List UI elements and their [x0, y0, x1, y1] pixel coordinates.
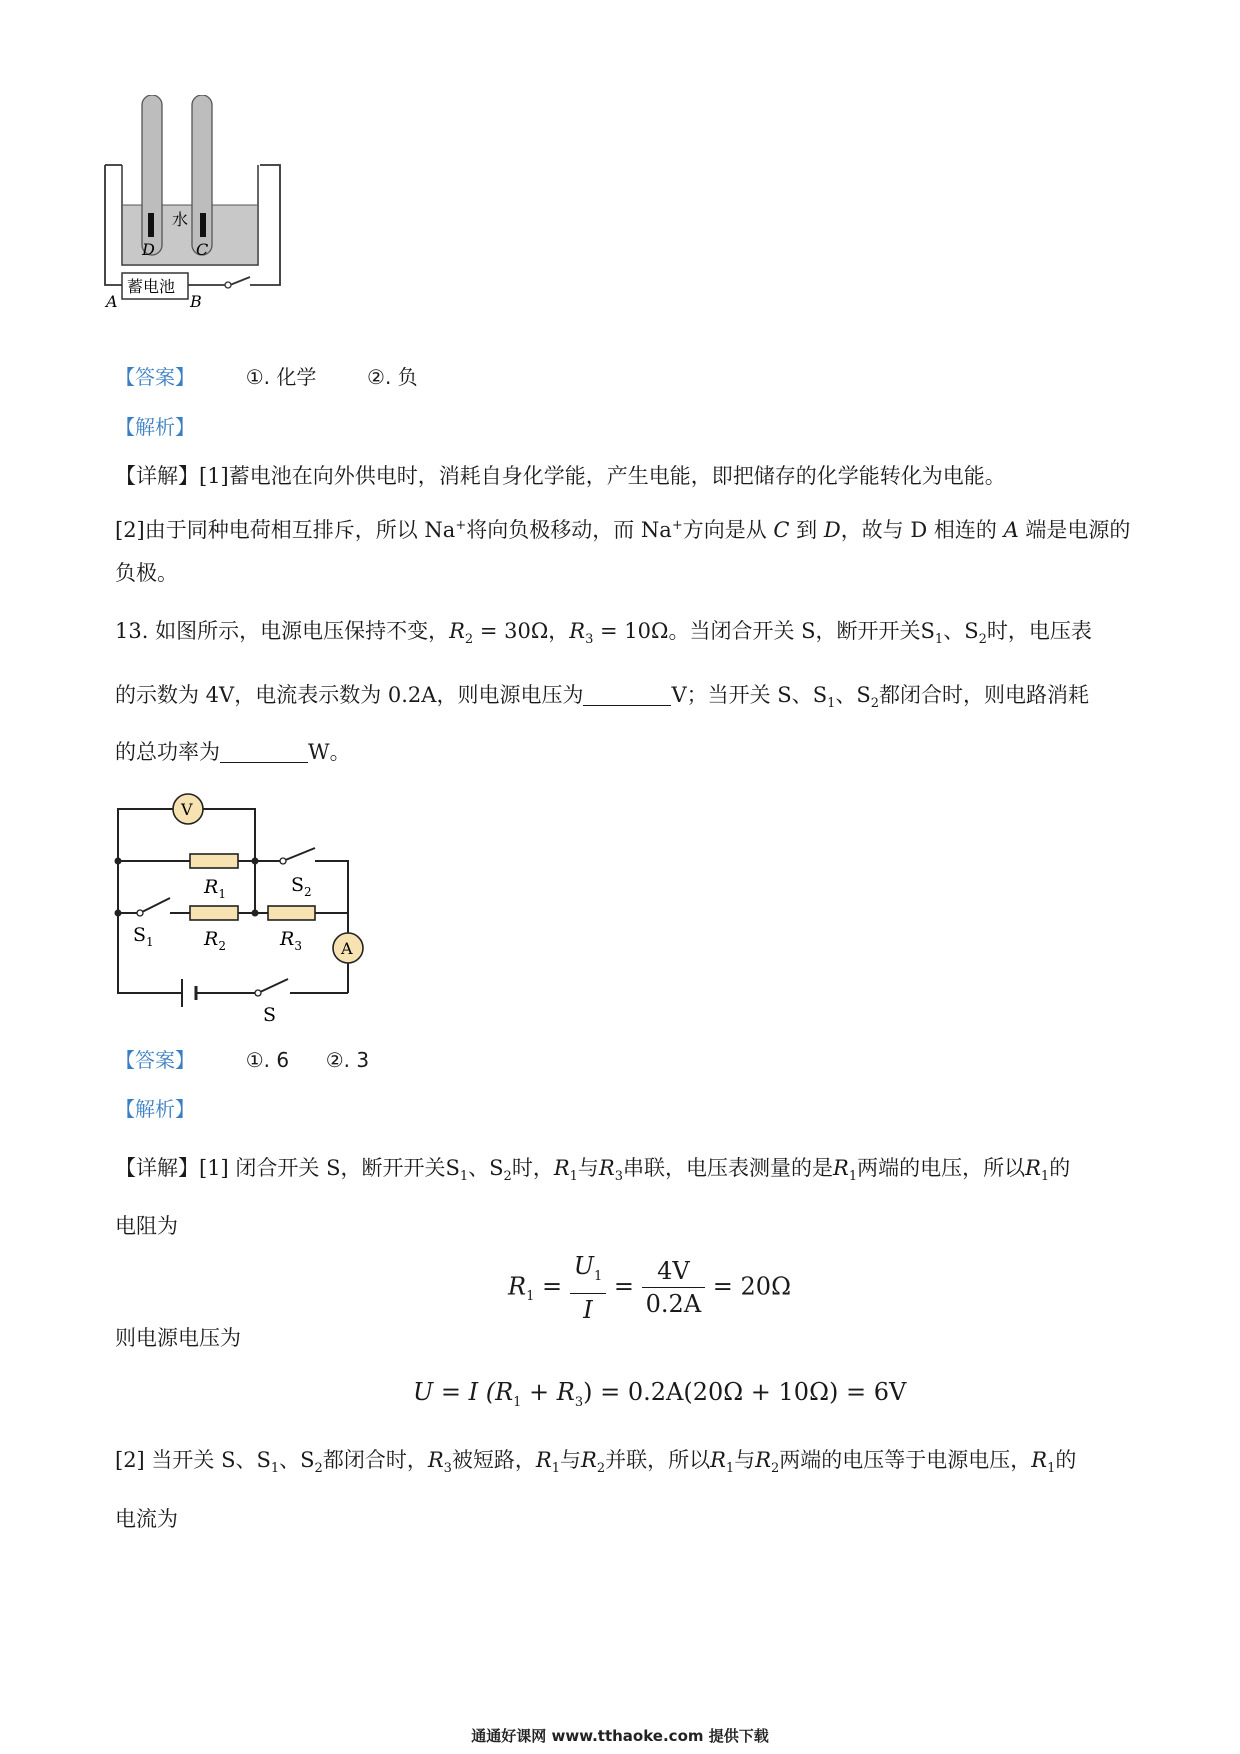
detail-text: 电阻为 — [115, 1214, 178, 1238]
var-S: S — [256, 1448, 271, 1472]
q12-detail-3 — [115, 558, 178, 588]
question-text: = 10Ω — [593, 619, 669, 643]
detail-text: 并联，所以 — [605, 1448, 711, 1472]
equation-part: ) = 0.2A(20Ω + 10Ω) = 6V — [583, 1378, 907, 1406]
label-R2: $R_2$ — [204, 928, 226, 953]
detail-text: 则电源电压为 — [115, 1326, 241, 1350]
q13-line-1 — [115, 616, 1092, 655]
subscript: 3 — [614, 1169, 624, 1185]
subscript: 3 — [585, 632, 594, 648]
question-text: 的示数为 4V，电流表示数为 0.2A，则电源电压为 — [115, 683, 584, 707]
var-C: C — [773, 518, 790, 542]
var-R: R — [833, 1156, 849, 1180]
equation-R1 — [508, 1250, 791, 1326]
equation-part: U = I (R — [413, 1378, 514, 1406]
detail-text: 两端的电压，所以 — [857, 1156, 1026, 1180]
detail-text: 的 — [1049, 1156, 1071, 1180]
var-R: R — [427, 1448, 444, 1472]
fraction-U1-I — [570, 1250, 607, 1326]
q13-analysis-line — [115, 1094, 195, 1124]
detail-text: 与 — [734, 1448, 756, 1472]
var-I: I — [583, 1295, 593, 1324]
denominator: 0.2A — [645, 1290, 702, 1319]
subscript: 2 — [464, 632, 474, 648]
label-S: S — [263, 1004, 277, 1023]
detail-text: 被短路， — [451, 1448, 536, 1472]
var-R: R — [553, 1156, 570, 1180]
electrolysis-figure — [100, 95, 290, 345]
var-R: R — [1025, 1156, 1041, 1180]
result: = 20Ω — [712, 1272, 791, 1301]
equation-U — [413, 1378, 906, 1410]
var-S: S — [489, 1156, 504, 1180]
var-R: R — [755, 1448, 772, 1472]
switch-pivot — [225, 282, 231, 288]
answer-1: ①. 6 — [245, 1048, 290, 1072]
detail-text: 将向负极移动，而 Na — [466, 518, 672, 542]
answer-tag: 【答案】 — [115, 365, 195, 389]
detail-text: 都闭合时， — [322, 1448, 428, 1472]
subscript: 1 — [526, 1289, 535, 1305]
var-R: R — [569, 619, 586, 643]
label-R3: $R_3$ — [280, 928, 302, 953]
label-S2: $S_2$ — [291, 874, 312, 899]
resistor-R3 — [268, 906, 315, 920]
answer-1: ①. 化学 — [245, 365, 317, 389]
detail-text: ，故与 D 相连的 — [840, 518, 1004, 542]
var-R: R — [710, 1448, 726, 1472]
question-text: ， — [548, 619, 570, 643]
detail-tag: 【详解】 — [115, 1156, 199, 1180]
q13-detail-2 — [115, 1211, 178, 1241]
var-D: D — [823, 518, 841, 542]
var-A: A — [1003, 518, 1019, 542]
subscript: 2 — [870, 696, 880, 712]
label-S1: $S_1$ — [133, 924, 154, 949]
label-A: A — [106, 292, 118, 311]
footer: 通通好课网 www.tthaoke.com 提供下载 — [471, 1727, 769, 1745]
detail-tag: 【详解】 — [115, 464, 199, 488]
q13-line-2 — [115, 680, 1089, 719]
detail-text: [2]由于同种电荷相互排斥，所以 Na — [115, 518, 456, 542]
var-S: S — [964, 619, 979, 643]
var-S: S — [920, 619, 935, 643]
voltmeter-label: V — [181, 800, 193, 819]
subscript: 1 — [593, 1268, 603, 1284]
equation-part: + R — [521, 1378, 575, 1406]
var-R: R — [508, 1272, 527, 1301]
question-text: 的总功率为 — [115, 740, 220, 764]
subscript: 3 — [443, 1461, 452, 1477]
answer-2: ②. 负 — [367, 365, 418, 389]
var-R: R — [535, 1448, 552, 1472]
water-label: 水 — [172, 210, 189, 229]
detail-text: 与 — [560, 1448, 582, 1472]
answer-blank-2[interactable] — [220, 740, 308, 763]
subscript: 1 — [459, 1169, 469, 1185]
q12-analysis-line — [115, 412, 195, 442]
q13-detail-3 — [115, 1323, 241, 1353]
q13-line-3 — [115, 737, 351, 767]
question-text: 如图所示，电源电压保持不变， — [155, 619, 450, 643]
detail-text: 、 — [279, 1448, 301, 1472]
subscript: 1 — [551, 1461, 561, 1477]
var-R: R — [449, 619, 465, 643]
q12-detail-1 — [115, 461, 1006, 491]
fraction-values — [642, 1255, 706, 1320]
detail-text: 时， — [511, 1156, 554, 1180]
var-S: S — [812, 683, 828, 707]
detail-text: 、 — [468, 1156, 490, 1180]
subscript: 1 — [513, 1394, 522, 1410]
question-text: 都闭合时，则电路消耗 — [879, 683, 1090, 707]
label-R1: $R_1$ — [204, 876, 226, 901]
label-B: B — [190, 292, 202, 311]
superscript: + — [671, 518, 683, 533]
label-D: D — [142, 240, 155, 259]
detail-text: 两端的电压等于电源电压， — [779, 1448, 1032, 1472]
subscript: 1 — [1040, 1169, 1050, 1185]
numerator: 4V — [642, 1255, 706, 1288]
answer-2: ②. 3 — [325, 1048, 370, 1072]
subscript: 1 — [569, 1169, 578, 1185]
question-number: 13. — [115, 619, 156, 643]
detail-text: 到 — [789, 518, 824, 542]
q13-answer-line — [115, 1045, 369, 1075]
answer-blank-1[interactable] — [583, 683, 671, 706]
detail-text: 与 — [577, 1156, 599, 1180]
question-text: W。 — [308, 740, 351, 764]
subscript: 1 — [1047, 1461, 1056, 1477]
detail-text: [2] 当开关 S、 — [115, 1448, 257, 1472]
detail-text: 端是电源的 — [1018, 518, 1131, 542]
var-R: R — [1031, 1448, 1048, 1472]
equals: = — [613, 1272, 635, 1301]
subscript: 1 — [934, 632, 944, 648]
var-U: U — [573, 1252, 594, 1280]
subscript: 2 — [771, 1461, 780, 1477]
q12-detail-2 — [115, 511, 1130, 545]
question-text: 。当闭合开关 S，断开开关 — [668, 619, 921, 643]
var-R: R — [598, 1156, 615, 1180]
q13-detail-5 — [115, 1504, 178, 1534]
question-text: = 30Ω — [473, 619, 549, 643]
question-text: 时，电压表 — [986, 619, 1092, 643]
subscript: 2 — [503, 1169, 512, 1185]
var-R: R — [581, 1448, 597, 1472]
answer-tag: 【答案】 — [115, 1048, 195, 1072]
var-S: S — [445, 1156, 460, 1180]
outer-wire-right — [230, 277, 250, 285]
subscript: 3 — [574, 1394, 584, 1410]
detail-text: [1]蓄电池在向外供电时，消耗自身化学能，产生电能，即把储存的化学能转化为电能。 — [199, 464, 1006, 488]
resistor-R1 — [190, 854, 238, 868]
subscript: 1 — [848, 1169, 858, 1185]
q13-detail-4 — [115, 1445, 1076, 1484]
q12-answer-line — [115, 362, 418, 392]
resistor-R2 — [190, 906, 238, 920]
circuit-figure — [108, 793, 368, 1023]
question-text: V；当开关 S、 — [671, 683, 813, 707]
label-C: C — [196, 240, 209, 259]
detail-text: 负极。 — [115, 561, 178, 585]
ammeter-label: A — [341, 939, 353, 958]
subscript: 2 — [596, 1461, 606, 1477]
subscript: 1 — [827, 696, 836, 712]
detail-text: 方向是从 — [682, 518, 774, 542]
detail-text: [1] 闭合开关 S，断开开关 — [199, 1156, 446, 1180]
q13-detail-1 — [115, 1153, 1070, 1192]
detail-text: 电流为 — [115, 1507, 178, 1531]
electrode-C — [200, 213, 206, 237]
detail-text: 串联，电压表测量的是 — [623, 1156, 834, 1180]
detail-text: 的 — [1055, 1448, 1077, 1472]
question-text: 、 — [943, 619, 965, 643]
battery-label: 蓄电池 — [127, 277, 176, 296]
var-S: S — [300, 1448, 315, 1472]
subscript: 1 — [270, 1461, 280, 1477]
analysis-tag: 【解析】 — [115, 415, 195, 439]
subscript: 1 — [725, 1461, 735, 1477]
analysis-tag: 【解析】 — [115, 1097, 195, 1121]
electrode-D — [148, 213, 154, 237]
var-S: S — [856, 683, 871, 707]
question-text: 、 — [835, 683, 857, 707]
superscript: + — [455, 518, 467, 533]
subscript: 2 — [978, 632, 987, 648]
equals: = — [542, 1272, 563, 1301]
subscript: 2 — [314, 1461, 323, 1477]
